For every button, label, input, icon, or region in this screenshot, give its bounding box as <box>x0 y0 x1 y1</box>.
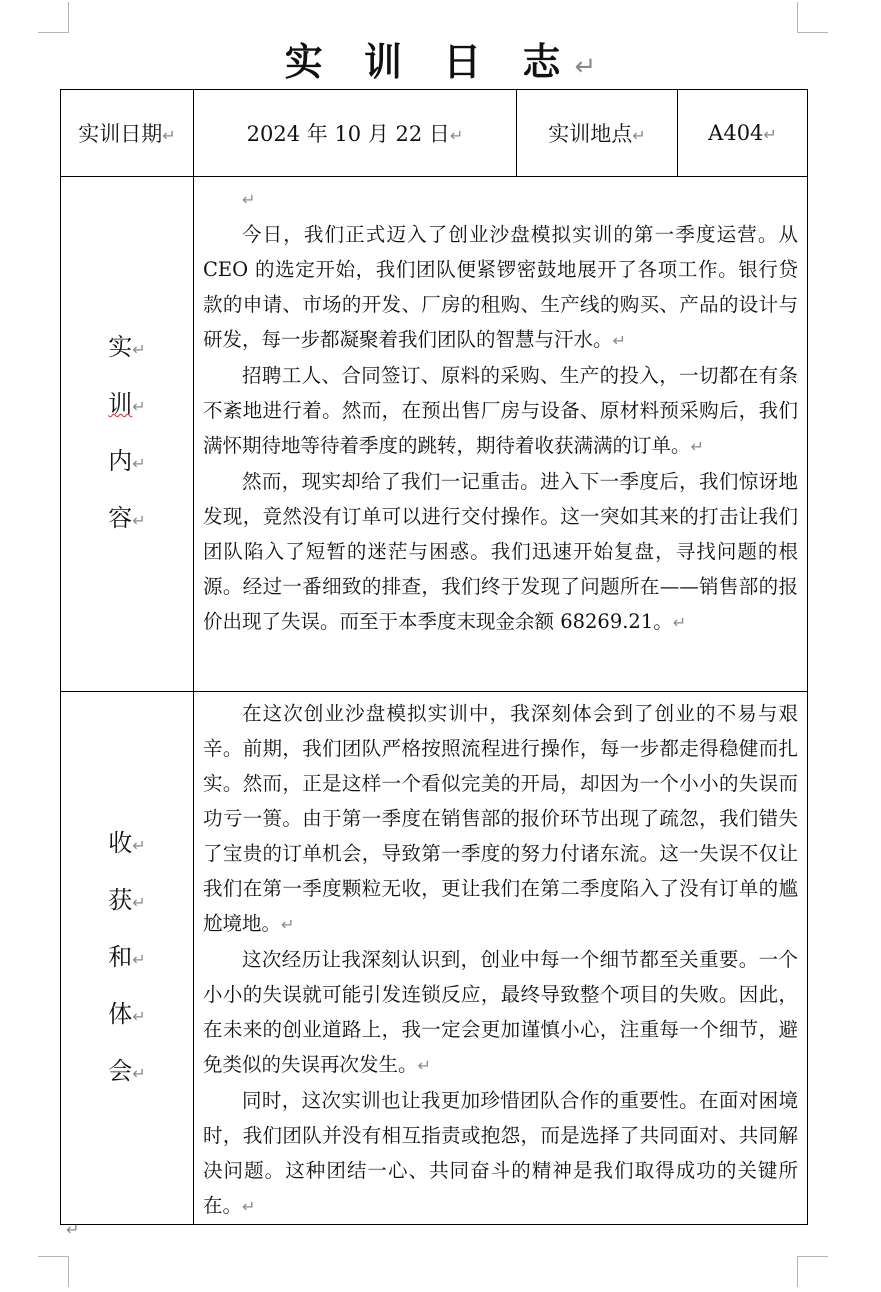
content-label-cell[interactable] <box>61 177 194 692</box>
training-log-table <box>60 89 808 1225</box>
gain-label-char: 会↵ <box>108 1056 146 1085</box>
paragraph-mark-icon: ↵ <box>281 915 295 934</box>
header-row <box>61 90 808 177</box>
paragraph-mark-icon: ↵ <box>132 835 146 855</box>
content-paragraph: 然而，现实却给了我们一记重击。进入下一季度后，我们惊讶地发现，竟然没有订单可以进行交付操作。这一突如其来的打击让我们团队陷入了短暂的迷茫与困惑。我们迅速开始复盘，寻找问题的根源。经过一番细致的排查，我们终于发现了问题所在——销售部的报价出现了失误。而至于本季度末现金余额 68269.21。↵ <box>203 470 798 633</box>
paragraph-mark-icon: ↵ <box>132 454 146 473</box>
date-value: 2024 年 10 月 22 日 <box>246 122 450 146</box>
gain-label-char: 体↵ <box>108 999 146 1028</box>
page-corner-bottom-left <box>38 1256 69 1287</box>
document-title[interactable] <box>0 38 881 91</box>
gain-label-char: 收↵ <box>108 828 146 857</box>
paragraph-mark-icon: ↵ <box>162 126 176 145</box>
paragraph-mark-icon: ↵ <box>132 511 146 530</box>
content-label-char: 容↵ <box>108 504 146 532</box>
date-value-cell[interactable] <box>194 90 517 177</box>
paragraph-mark-icon: ↵ <box>417 1056 431 1075</box>
content-body-cell[interactable] <box>194 177 808 692</box>
gain-row <box>61 692 808 1225</box>
paragraph-mark-icon: ↵ <box>574 52 597 82</box>
content-paragraph: 招聘工人、合同签订、原料的采购、生产的投入，一切都在有条不紊地进行着。然而，在预出售厂房与设备、原材料预采购后，我们满怀期待地等待着季度的跳转，期待着收获满满的订单。↵ <box>203 364 798 457</box>
paragraph-mark-icon: ↵ <box>672 613 687 632</box>
content-label-char <box>61 377 193 434</box>
gain-label-char: 获↵ <box>108 885 146 914</box>
paragraph-mark-icon: ↵ <box>632 126 646 145</box>
empty-paragraph <box>203 181 798 217</box>
paragraph-mark-icon: ↵ <box>132 397 146 416</box>
gain-label-cell[interactable] <box>61 692 194 1225</box>
paragraph-mark-icon: ↵ <box>612 331 626 350</box>
date-label-cell[interactable] <box>61 90 194 177</box>
gain-label-char: 和↵ <box>108 942 146 971</box>
content-label-char: 实↵ <box>108 333 146 361</box>
gain-body-cell[interactable] <box>194 692 808 1225</box>
trailing-paragraph[interactable] <box>66 1220 79 1239</box>
location-value: A404 <box>708 121 764 145</box>
page-corner-bottom-right <box>797 1256 828 1287</box>
content-paragraph: 今日，我们正式迈入了创业沙盘模拟实训的第一季度运营。从 CEO 的选定开始，我们团队便紧锣密鼓地展开了各项工作。银行贷款的申请、市场的开发、厂房的租购、生产线的购买、产品的设计与研发，每一步都凝聚着我们团队的智慧与汗水。↵ <box>203 223 798 351</box>
page-corner-top-left <box>38 2 69 33</box>
paragraph-mark-icon: ↵ <box>690 437 704 456</box>
gain-paragraph: 在这次创业沙盘模拟实训中，我深刻体会到了创业的不易与艰辛。前期，我们团队严格按照流程进行操作，每一步都走得稳健而扎实。然而，正是这样一个看似完美的开局，却因为一个小小的失误而功亏一篑。由于第一季度在销售部的报价环节出现了疏忽，我们错失了宝贵的订单机会，导致第一季度的努力付诸东流。这一失误不仅让我们在第一季度颗粒无收，更让我们在第二季度陷入了没有订单的尴尬境地。↵ <box>203 702 798 935</box>
location-label-cell[interactable] <box>517 90 678 177</box>
paragraph-mark-icon: ↵ <box>66 1220 80 1239</box>
content-row <box>61 177 808 692</box>
paragraph-mark-icon: ↵ <box>449 126 464 145</box>
paragraph-mark-icon: ↵ <box>132 949 146 969</box>
location-value-cell[interactable] <box>678 90 808 177</box>
date-label: 实训日期 <box>78 122 163 146</box>
content-label-char: 内↵ <box>108 447 146 475</box>
paragraph-mark-icon: ↵ <box>132 892 146 912</box>
paragraph-mark-icon: ↵ <box>763 125 777 144</box>
paragraph-mark-icon: ↵ <box>132 340 146 359</box>
document-title-text: 实 训 日 志 <box>284 39 575 84</box>
location-label: 实训地点 <box>548 122 633 146</box>
paragraph-mark-icon: ↵ <box>132 1006 146 1026</box>
spellcheck-underline: 训 <box>108 390 133 418</box>
gain-paragraph: 同时，这次实训也让我更加珍惜团队合作的重要性。在面对困境时，我们团队并没有相互指责或抱怨，而是选择了共同面对、共同解决问题。这种团结一心、共同奋斗的精神是我们取得成功的关键所在。↵ <box>203 1089 798 1217</box>
paragraph-mark-icon: ↵ <box>132 1063 146 1083</box>
paragraph-mark-icon: ↵ <box>242 190 256 209</box>
paragraph-mark-icon: ↵ <box>242 1197 256 1216</box>
gain-paragraph: 这次经历让我深刻认识到，创业中每一个细节都至关重要。一个小小的失误就可能引发连锁反应，最终导致整个项目的失败。因此，在未来的创业道路上，我一定会更加谨慎小心，注重每一个细节，避免类似的失误再次发生。↵ <box>203 948 798 1076</box>
page-corner-top-right <box>797 2 828 33</box>
